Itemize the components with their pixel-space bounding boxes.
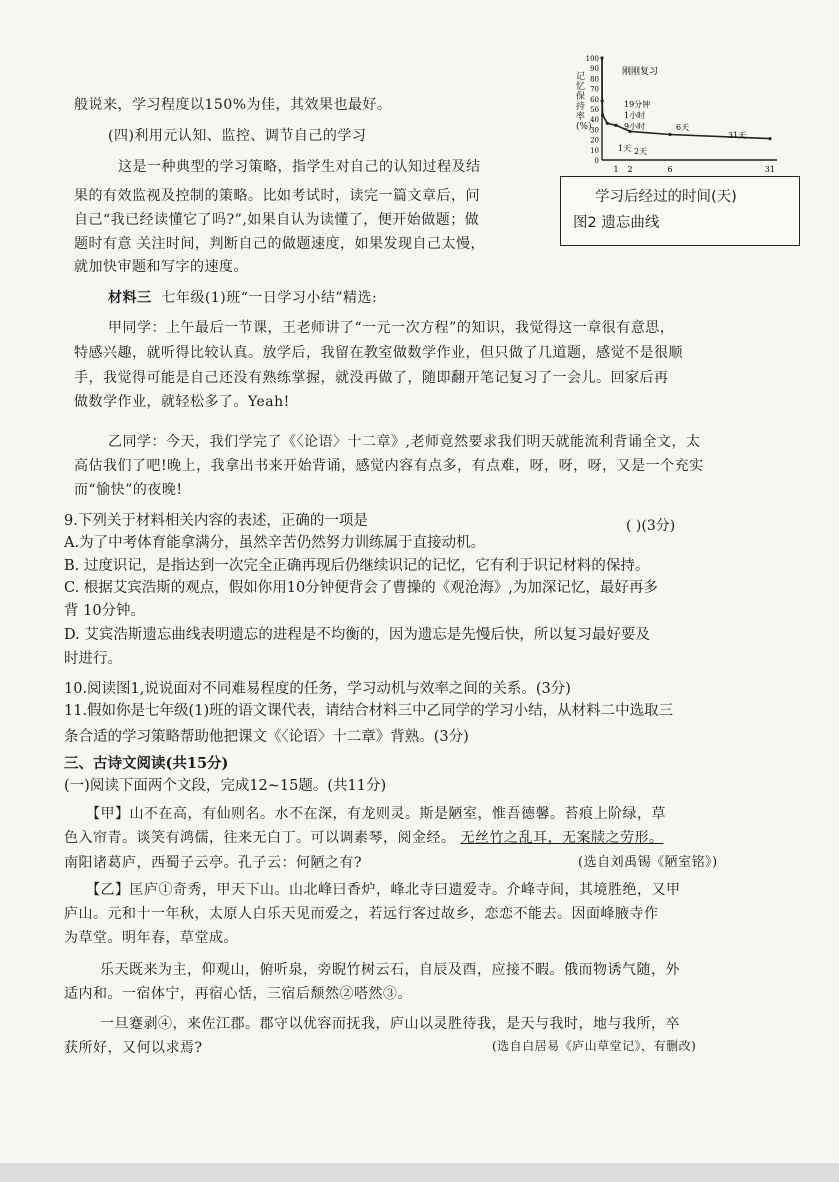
text-line: 题时有意 关注时间，判断自己的做题速度，如果发现自己太慢，: [74, 236, 485, 252]
y-tick-label: 70: [590, 85, 599, 94]
x-tick-label: 1: [613, 165, 619, 174]
annotation-19min: 19分钟: [624, 100, 651, 109]
passage-source: (选自刘禹锡《陋室铭》): [578, 855, 718, 870]
text-line: 就加快审题和写字的速度。: [74, 259, 248, 275]
material3-heading: [108, 288, 377, 308]
y-tick-label: 0: [594, 157, 599, 165]
x-tick-label: 2: [627, 165, 633, 174]
text-line: 乙同学：今天，我们学完了《〈论语〉十二章》,老师竟然要求我们明天就能流利背诵全文，太: [108, 434, 701, 450]
passage-line: 【甲】山不在高，有仙则名。水不在深，有龙则灵。斯是陋室，惟吾德馨。苔痕上阶绿，草: [86, 806, 666, 822]
y-tick-label: 30: [590, 126, 599, 135]
y-tick-label: 50: [590, 106, 599, 114]
annotation-2day: 2天: [634, 147, 648, 156]
subsection-1-heading: (一)阅读下面两个文段，完成12~15题。(共11分): [64, 778, 387, 794]
curve-point: [668, 133, 671, 136]
question-9-stem: 9.下列关于材料相关内容的表述，正确的一项是: [64, 513, 368, 529]
material3-intro: 七年级(1)班“一日学习小结”精选:: [161, 290, 378, 306]
underlined-sentence: 无丝竹之乱耳，无案牍之劳形。: [460, 830, 664, 846]
question-11: 11.假如你是七年级(1)班的语文课代表，请结合材料三中乙同学的学习小结，从材料二中选取三: [64, 703, 674, 719]
curve-point: [606, 122, 609, 125]
annotation-31day: 31天: [728, 131, 747, 140]
question-9-mark: ( )(3分): [626, 518, 676, 534]
question-11: 条合适的学习策略帮助他把课文《〈论语〉十二章》背熟。(3分): [64, 729, 469, 745]
passage-line: 一旦蹇剥④，来佐江郡。郡守以优容而抚我，庐山以灵胜待我，是天与我时，地与我所，卒: [100, 1016, 680, 1032]
x-tick-label: 31: [764, 165, 776, 174]
figure-caption-box: [560, 176, 800, 246]
question-9-option: 背 10分钟。: [64, 603, 146, 619]
passage-line: 为草堂。明年春，草堂成。: [64, 930, 238, 946]
y-tick-label: 100: [585, 55, 599, 63]
x-ticks: [613, 165, 775, 174]
text-line: 甲同学：上午最后一节课，王老师讲了“一元一次方程”的知识，我觉得这一章很有意思，: [108, 320, 675, 336]
y-tick-label: 60: [590, 95, 599, 104]
y-tick-label: 80: [590, 75, 599, 84]
text-line: 这是一种典型的学习策略，指学生对自己的认知过程及结: [118, 159, 481, 175]
curve-point: [768, 137, 771, 140]
text-line: 自己“我已经读懂它了吗?”,如果自认为读懂了，便开始做题；做: [74, 212, 480, 228]
passage-line-with-underline: [64, 828, 663, 848]
passage-line: 获所好，又何以求焉?: [64, 1040, 203, 1056]
text-line: 手，我觉得可能是自己还没有熟练掌握，就没再做了，随即翻开笔记复习了一会儿。回家后再: [74, 370, 669, 386]
passage-source: (选自白居易《庐山草堂记》，有删改): [492, 1039, 697, 1053]
question-9-option: B. 过度识记，是指达到一次完全正确再现后仍继续识记的记忆，它有利于识记材料的保持。: [64, 558, 650, 574]
y-tick-label: 10: [590, 146, 599, 155]
curve-point: [614, 124, 617, 127]
question-9-option: 时进行。: [64, 651, 122, 667]
figure-caption: 图2 遗忘曲线: [573, 215, 660, 231]
section-3-heading: 三、古诗文阅读(共15分): [64, 755, 229, 772]
x-tick-label: 6: [667, 165, 673, 174]
y-tick-label: 20: [590, 136, 599, 145]
question-9-option: D. 艾宾浩斯遗忘曲线表明遗忘的进程是不均衡的，因为遗忘是先慢后快，所以复习最好要及: [64, 627, 650, 643]
question-9-option: A.为了中考体育能拿满分，虽然辛苦仍然努力训练属于直接动机。: [64, 535, 486, 551]
question-10: 10.阅读图1,说说面对不同难易程度的任务，学习动机与效率之间的关系。(3分): [64, 681, 571, 697]
figure-xlabel: 学习后经过的时间(天): [595, 189, 737, 205]
annotation-1day: 1天: [618, 144, 632, 153]
annotation-just-reviewed: 刚刚复习: [622, 67, 659, 77]
passage-text: 色入帘青。谈笑有鸿儒，往来无白丁。可以调素琴，阅金经。: [64, 830, 456, 846]
annotation-9h: 9小时: [624, 122, 646, 131]
passage-line: 适内和。一宿体宁，再宿心恬，三宿后颓然②嗒然③。: [64, 986, 412, 1002]
question-9-option: C. 根据艾宾浩斯的观点，假如你用10分钟便背会了曹操的《观沧海》,为加深记忆，最好再多: [64, 580, 658, 596]
annotation-6day: 6天: [676, 123, 690, 132]
curve-point: [601, 99, 604, 102]
figure-ylabel: 记忆保持率(%): [576, 72, 592, 132]
text-line: 高估我们了吧!晚上，我拿出书来开始背诵，感觉内容有点多，有点难，呀，呀，呀，又是一个充实: [74, 458, 704, 474]
passage-line: 南阳诸葛庐，西蜀子云亭。孔子云：何陋之有?: [64, 855, 363, 871]
text-line: 做数学作业，就轻松多了。Yeah!: [74, 394, 290, 410]
text-line: (四)利用元认知、监控、调节自己的学习: [108, 128, 367, 144]
curve-point: [601, 114, 604, 117]
text-line: 果的有效监视及控制的策略。比如考试时，读完一篇文章后，问: [74, 188, 480, 204]
scan-bottom-band: [0, 1163, 839, 1182]
passage-line: 【乙】匡庐①奇秀，甲天下山。山北峰曰香炉，峰北寺曰遗爱寺。介峰寺间，其境胜绝，又甲: [86, 882, 681, 898]
passage-line: 乐天既来为主，仰观山，俯听泉，旁睨竹树云石，自辰及酉，应接不暇。俄而物诱气随，外: [100, 962, 680, 978]
y-tick-label: 40: [590, 116, 599, 125]
y-tick-label: 90: [590, 65, 599, 74]
y-ticks: [586, 55, 599, 165]
material3-title: 材料三: [108, 290, 152, 306]
text-line: 而“愉快”的夜晚!: [74, 482, 183, 498]
annotation-1h: 1小时: [624, 111, 646, 120]
text-line: 般说来，学习程度以150%为佳，其效果也最好。: [74, 97, 392, 113]
passage-line: 庐山。元和十一年秋，太原人白乐天见而爱之，若远行客过故乡，恋恋不能去。因面峰腋寺作: [64, 906, 659, 922]
text-line: 特感兴趣，就听得比较认真。放学后，我留在教室做数学作业，但只做了几道题，感觉不是很顺: [74, 345, 683, 361]
curve-point: [600, 56, 603, 59]
forgetting-curve-chart: [572, 50, 792, 180]
